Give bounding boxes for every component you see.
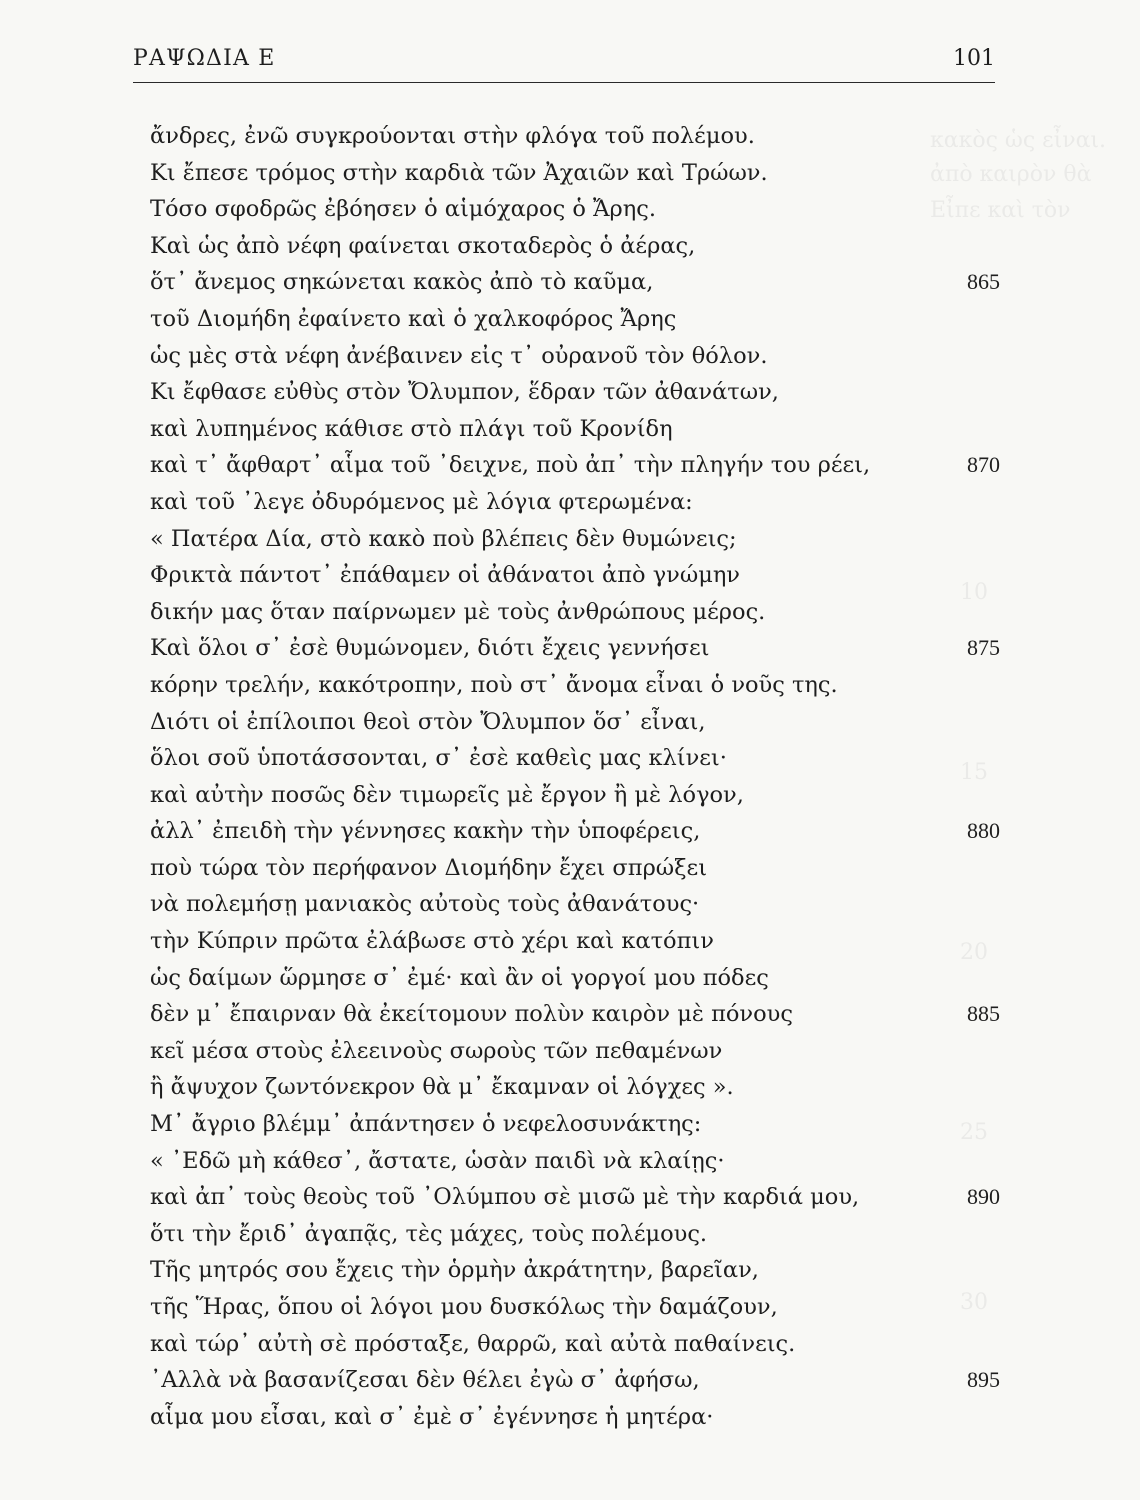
verse-line — [150, 923, 1000, 960]
page-number: 101 — [953, 46, 995, 71]
verse-text: ἢ ἄψυχον ζωντόνεκρον θὰ μ᾽ ἔκαμναν οἱ λόγχες ». — [150, 1074, 734, 1101]
verse-text: τῆς Ἥρας, ὅπου οἱ λόγοι μου δυσκόλως τὴν δαμάζουν, — [150, 1294, 778, 1320]
verse-text: Διότι οἱ ἐπίλοιποι θεοὶ στὸν Ὄλυμπον ὅσ᾽ εἶναι, — [150, 708, 706, 735]
verse-line — [150, 667, 1000, 704]
verse-line — [150, 521, 1000, 558]
verse-line — [150, 886, 1000, 923]
verse-line — [150, 1326, 1000, 1363]
verse-line — [150, 338, 1000, 375]
running-header — [133, 42, 995, 83]
verse-text: καὶ ἀπ᾽ τοὺς θεοὺς τοῦ ᾽Ολύμπου σὲ μισῶ μὲ τὴν καρδιά μου, — [150, 1184, 860, 1211]
verse-text: Μ᾽ ἄγριο βλέμμ᾽ ἀπάντησεν ὁ νεφελοσυνάκτης: — [150, 1111, 702, 1138]
verse-text: Τόσο σφοδρῶς ἐβόησεν ὁ αἱμόχαρος ὁ Ἄρης. — [150, 196, 657, 223]
verse-text: δὲν μ᾽ ἔπαιρναν θὰ ἐκείτομουν πολὺν καιρὸν μὲ πόνους — [150, 1001, 793, 1028]
verse-text: αἷμα μου εἶσαι, καὶ σ᾽ ἐμὲ σ᾽ ἐγέννησε ἡ μητέρα· — [150, 1403, 714, 1430]
verse-text: Καὶ ὅλοι σ᾽ ἐσὲ θυμώνομεν, διότι ἔχεις γεννήσει — [150, 635, 710, 662]
verse-text: κεῖ μέσα στοὺς ἐλεεινοὺς σωροὺς τῶν πεθαμένων — [150, 1037, 723, 1064]
verse-text: « ᾽Εδῶ μὴ κάθεσ᾽, ἄστατε, ὡσὰν παιδὶ νὰ κλαίῃς· — [150, 1147, 725, 1174]
verse-text: ὡς μὲς στὰ νέφη ἀνέβαινεν εἰς τ᾽ οὐρανοῦ τὸν θόλον. — [150, 342, 768, 369]
verse-line — [150, 1399, 1000, 1436]
verse-line — [150, 1216, 1000, 1253]
verse-text: Κι ἔπεσε τρόμος στὴν καρδιὰ τῶν Ἀχαιῶν καὶ Τρώων. — [150, 159, 768, 186]
verse-text: Κι ἔφθασε εὐθὺς στὸν Ὄλυμπον, ἕδραν τῶν ἀθανάτων, — [150, 379, 779, 406]
verse-line — [150, 155, 1000, 192]
verse-text: ἄνδρες, ἐνῶ συγκρούονται στὴν φλόγα τοῦ πολέμου. — [150, 123, 755, 149]
verse-text: καὶ λυπημένος κάθισε στὸ πλάγι τοῦ Κρονίδη — [150, 415, 673, 442]
verse-line — [150, 1362, 1000, 1399]
running-title: ΡΑΨΩΔΙΑ Ε — [133, 46, 276, 71]
verse-line — [150, 1289, 1000, 1326]
verse-text: τὴν Κύπριν πρῶτα ἐλάβωσε στὸ χέρι καὶ κατόπιν — [150, 928, 714, 955]
verse-text: καὶ τώρ᾽ αὐτὴ σὲ πρόσταξε, θαρρῶ, καὶ αὐτὰ παθαίνεις. — [150, 1330, 796, 1357]
verse-text: καὶ αὐτὴν ποσῶς δὲν τιμωρεῖς μὲ ἔργον ἢ μὲ λόγον, — [150, 781, 744, 808]
verse-text: ποὺ τώρα τὸν περήφανον Διομήδην ἔχει σπρώξει — [150, 854, 708, 881]
verse-line — [150, 960, 1000, 997]
line-number: 880 — [967, 818, 1000, 844]
verse-line — [150, 1179, 1000, 1216]
verse-text: καὶ τοῦ ᾽λεγε ὀδυρόμενος μὲ λόγια φτερωμένα: — [150, 488, 693, 515]
verse-line — [150, 1106, 1000, 1143]
line-number: 865 — [967, 269, 1000, 295]
line-number: 885 — [967, 1001, 1000, 1027]
verse-line — [150, 118, 1000, 155]
verse-line — [150, 484, 1000, 521]
verse-text: κόρην τρελήν, κακότροπην, ποὺ στ᾽ ἄνομα εἶναι ὁ νοῦς της. — [150, 671, 838, 698]
verse-block — [150, 118, 1000, 1435]
verse-line — [150, 301, 1000, 338]
line-number: 895 — [967, 1367, 1000, 1393]
verse-text: Τῆς μητρός σου ἔχεις τὴν ὁρμὴν ἀκράτητην, βαρεῖαν, — [150, 1257, 759, 1284]
line-number: 890 — [967, 1184, 1000, 1210]
verse-line — [150, 557, 1000, 594]
verse-text: ὡς δαίμων ὥρμησε σ᾽ ἐμέ· καὶ ἂν οἱ γοργοί μου πόδες — [150, 964, 769, 991]
verse-line — [150, 374, 1000, 411]
verse-line — [150, 704, 1000, 741]
verse-text: δικήν μας ὅταν παίρνωμεν μὲ τοὺς ἀνθρώπους μέρος. — [150, 598, 766, 625]
line-number: 870 — [967, 452, 1000, 478]
verse-line — [150, 996, 1000, 1033]
verse-text: ὅτ᾽ ἄνεμος σηκώνεται κακὸς ἀπὸ τὸ καῦμα, — [150, 269, 654, 296]
verse-text: Καὶ ὡς ἀπὸ νέφη φαίνεται σκοταδερὸς ὁ ἀέρας, — [150, 232, 696, 259]
verse-line — [150, 594, 1000, 631]
bleed-through-texture: κακὸς ὡς εἶναι. ἀπὸ καιρὸν θὰ Εἶπε καὶ τὸν 10 15 20 25 30 — [930, 128, 1107, 1315]
verse-text: « Πατέρα Δία, στὸ κακὸ ποὺ βλέπεις δὲν θυμώνεις; — [150, 525, 737, 552]
verse-line — [150, 777, 1000, 814]
verse-line — [150, 813, 1000, 850]
verse-line — [150, 447, 1000, 484]
verse-line — [150, 630, 1000, 667]
verse-text: τοῦ Διομήδη ἐφαίνετο καὶ ὁ χαλκοφόρος Ἄρης — [150, 305, 677, 332]
verse-line — [150, 411, 1000, 448]
verse-text: ὅτι τὴν ἔριδ᾽ ἀγαπᾷς, τὲς μάχες, τοὺς πολέμους. — [150, 1220, 708, 1247]
line-number: 875 — [967, 635, 1000, 661]
verse-line — [150, 191, 1000, 228]
verse-line — [150, 850, 1000, 887]
verse-line — [150, 1143, 1000, 1180]
verse-line — [150, 264, 1000, 301]
verse-text: νὰ πολεμήσῃ μανιακὸς αὐτοὺς τοὺς ἀθανάτους· — [150, 891, 700, 918]
verse-line — [150, 1033, 1000, 1070]
verse-line — [150, 740, 1000, 777]
verse-line — [150, 1069, 1000, 1106]
verse-text: ᾽Αλλὰ νὰ βασανίζεσαι δὲν θέλει ἐγὼ σ᾽ ἀφήσω, — [150, 1367, 700, 1394]
verse-text: Φρικτὰ πάντοτ᾽ ἐπάθαμεν οἱ ἀθάνατοι ἀπὸ γνώμην — [150, 562, 740, 589]
verse-text: ἀλλ᾽ ἐπειδὴ τὴν γέννησες κακὴν τὴν ὑποφέρεις, — [150, 818, 701, 845]
verse-text: ὅλοι σοῦ ὑποτάσσονται, σ᾽ ἐσὲ καθεὶς μας κλίνει· — [150, 745, 727, 772]
verse-line — [150, 228, 1000, 265]
verse-line — [150, 1252, 1000, 1289]
verse-text: καὶ τ᾽ ἄφθαρτ᾽ αἷμα τοῦ ᾽δειχνε, ποὺ ἀπ᾽ τὴν πληγήν του ρέει, — [150, 452, 871, 479]
